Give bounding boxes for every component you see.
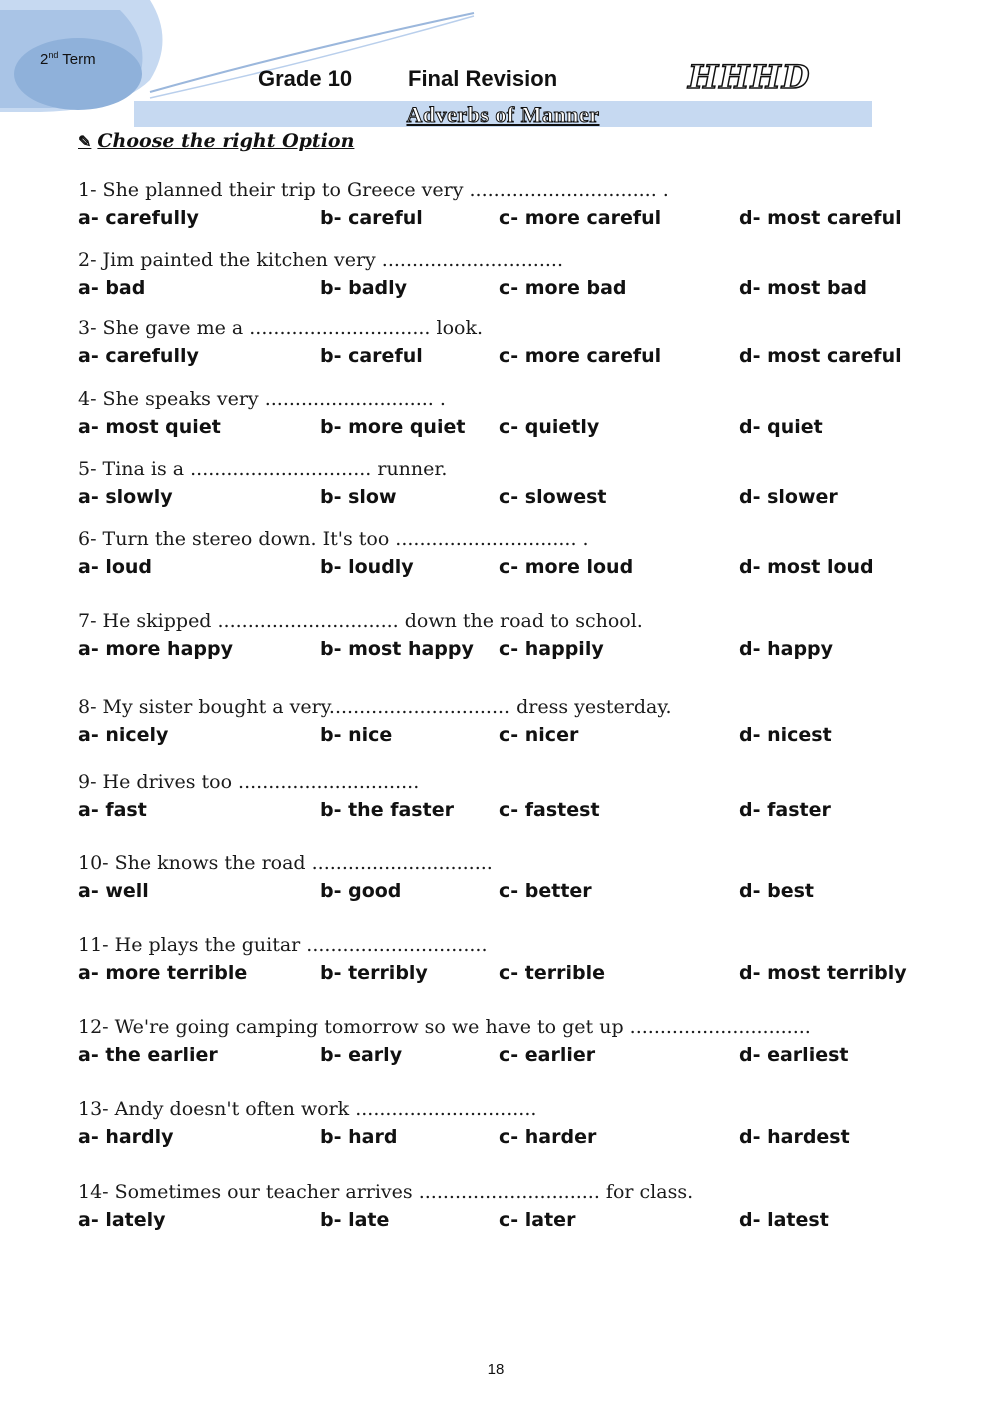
option-row [78, 796, 928, 824]
option-row [78, 1041, 928, 1069]
question-item [78, 246, 928, 302]
option-b: b- badly [320, 277, 408, 299]
page-title: Adverbs of Manner [406, 102, 600, 127]
question-text: 5- Tina is a .............................. runner. [78, 458, 448, 480]
revision-label: Final Revision [408, 66, 558, 91]
option-c: c- more bad [499, 277, 627, 299]
option-c: c- more careful [499, 345, 662, 367]
option-row [78, 959, 928, 987]
option-a: a- carefully [78, 207, 199, 229]
term-label [40, 50, 120, 68]
question-item [78, 176, 928, 232]
question-item [78, 931, 928, 987]
option-a: a- loud [78, 556, 153, 578]
option-d: d- quiet [739, 416, 823, 438]
option-b: b- nice [320, 724, 393, 746]
question-text: 3- She gave me a .............................. look. [78, 317, 483, 339]
option-b: b- loudly [320, 556, 414, 578]
option-row [78, 1123, 928, 1151]
option-b: b- terribly [320, 962, 428, 984]
term-number: 2 [40, 51, 49, 68]
grade-label: Grade 10 [258, 66, 353, 91]
option-d: d- most bad [739, 277, 867, 299]
option-c: c- later [499, 1209, 576, 1231]
option-a: a- the earlier [78, 1044, 218, 1066]
question-text: 10- She knows the road .............................. [78, 852, 493, 874]
question-text: 9- He drives too .............................. [78, 771, 420, 793]
option-b: b- the faster [320, 799, 454, 821]
option-d: d- best [739, 880, 814, 902]
option-b: b- careful [320, 345, 423, 367]
option-a: a- hardly [78, 1126, 174, 1148]
option-a: a- more happy [78, 638, 233, 660]
option-row [78, 413, 928, 441]
option-c: c- earlier [499, 1044, 596, 1066]
option-a: a- nicely [78, 724, 169, 746]
instruction-text: Choose the right Option [97, 130, 355, 152]
question-text: 7- He skipped .............................. down the road to school. [78, 610, 643, 632]
option-b: b- late [320, 1209, 390, 1231]
option-b: b- more quiet [320, 416, 466, 438]
option-b: b- early [320, 1044, 403, 1066]
option-d: d- happy [739, 638, 834, 660]
option-b: b- good [320, 880, 402, 902]
instruction [78, 130, 354, 152]
option-row [78, 342, 928, 370]
option-c: c- quietly [499, 416, 600, 438]
option-a: a- slowly [78, 486, 173, 508]
option-c: c- nicer [499, 724, 579, 746]
title-bar [134, 101, 872, 127]
option-d: d- faster [739, 799, 831, 821]
option-c: c- harder [499, 1126, 597, 1148]
question-item [78, 849, 928, 905]
option-a: a- most quiet [78, 416, 221, 438]
option-c: c- more careful [499, 207, 662, 229]
question-item [78, 693, 928, 749]
option-a: a- lately [78, 1209, 166, 1231]
option-row [78, 1206, 928, 1234]
option-row [78, 721, 928, 749]
question-text: 2- Jim painted the kitchen very .............................. [78, 249, 563, 271]
question-item [78, 1095, 928, 1151]
option-row [78, 553, 928, 581]
question-text: 13- Andy doesn't often work .............................. [78, 1098, 537, 1120]
option-c: c- happily [499, 638, 604, 660]
option-row [78, 274, 928, 302]
option-d: d- earliest [739, 1044, 849, 1066]
question-text: 4- She speaks very ............................ . [78, 388, 446, 410]
question-item [78, 314, 928, 370]
option-d: d- hardest [739, 1126, 850, 1148]
badge-ellipse [14, 38, 142, 110]
question-item [78, 385, 928, 441]
page-number: 18 [487, 1361, 505, 1378]
option-row [78, 204, 928, 232]
question-text: 12- We're going camping tomorrow so we have to get up .............................. [78, 1016, 811, 1038]
option-c: c- slowest [499, 486, 607, 508]
option-b: b- slow [320, 486, 397, 508]
pen-icon: ✎ [78, 132, 92, 151]
question-item [78, 455, 928, 511]
option-d: d- latest [739, 1209, 829, 1231]
option-d: d- most careful [739, 207, 902, 229]
option-row [78, 877, 928, 905]
question-item [78, 768, 928, 824]
option-b: b- careful [320, 207, 423, 229]
option-c: c- more loud [499, 556, 634, 578]
option-b: b- most happy [320, 638, 474, 660]
question-text: 14- Sometimes our teacher arrives .............................. for class. [78, 1181, 694, 1203]
question-text: 1- She planned their trip to Greece very ............................... . [78, 179, 669, 201]
question-item [78, 525, 928, 581]
option-a: a- fast [78, 799, 147, 821]
term-word: Term [62, 51, 96, 68]
option-c: c- fastest [499, 799, 600, 821]
question-text: 8- My sister bought a very.............................. dress yesterday. [78, 696, 672, 718]
option-row [78, 483, 928, 511]
option-c: c- terrible [499, 962, 605, 984]
option-c: c- better [499, 880, 592, 902]
option-a: a- bad [78, 277, 146, 299]
option-d: d- most careful [739, 345, 902, 367]
question-text: 6- Turn the stereo down. It's too .............................. . [78, 528, 589, 550]
option-d: d- most loud [739, 556, 874, 578]
option-row [78, 635, 928, 663]
question-item [78, 607, 928, 663]
option-d: d- slower [739, 486, 838, 508]
term-suffix: nd [48, 50, 59, 60]
author-logo: HHHD [688, 58, 811, 96]
option-b: b- hard [320, 1126, 398, 1148]
option-a: a- well [78, 880, 149, 902]
option-d: d- most terribly [739, 962, 907, 984]
question-text: 11- He plays the guitar .............................. [78, 934, 488, 956]
option-d: d- nicest [739, 724, 832, 746]
option-a: a- carefully [78, 345, 199, 367]
option-a: a- more terrible [78, 962, 248, 984]
question-item [78, 1178, 928, 1234]
question-item [78, 1013, 928, 1069]
